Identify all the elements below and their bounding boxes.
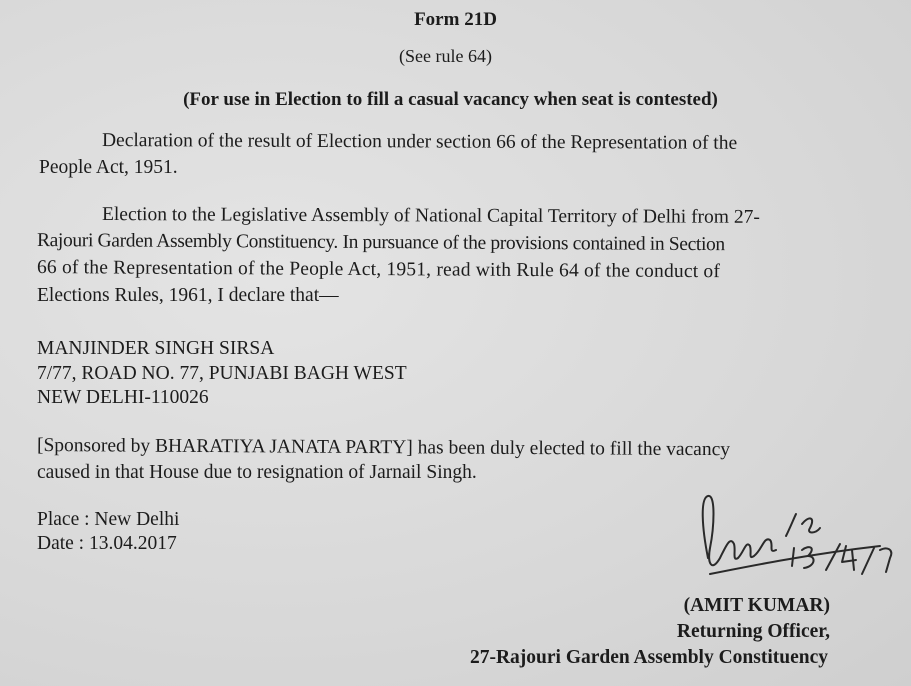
sponsor-line-2: caused in that House due to resignation of Jarnail Singh. [37,462,477,483]
date-field: Date : 13.04.2017 [37,533,177,554]
officer-designation: Returning Officer, [676,621,830,642]
form-usage-note: (For use in Election to fill a casual vacancy when seat is contested) [183,89,718,110]
election-line-4: Elections Rules, 1961, I declare that— [37,285,339,306]
place-field: Place : New Delhi [37,509,180,530]
handwritten-signature [690,488,900,598]
officer-constituency: 27-Rajouri Garden Assembly Constituency [469,647,828,668]
officer-name: (AMIT KUMAR) [683,595,830,616]
election-line-1: Election to the Legislative Assembly of National Capital Territory of Delhi from 27- [101,204,760,228]
form-title: Form 21D [414,9,497,30]
election-line-2: Rajouri Garden Assembly Constituency. In pursuance of the provisions contained in Section [36,230,725,256]
signature-date: 13/4/17 [794,558,798,559]
rule-reference: (See rule 64) [399,46,492,66]
candidate-name: MANJINDER SINGH SIRSA [37,338,275,359]
declaration-line-2: People Act, 1951. [39,157,178,178]
election-line-3: 66 of the Representation of the People Act, 1951, read with Rule 64 of the conduct of [36,257,721,283]
sponsor-line-1: [Sponsored by BHARATIYA JANATA PARTY] has been duly elected to fill the vacancy [36,435,731,461]
candidate-address-2: NEW DELHI-110026 [37,387,209,408]
candidate-address-1: 7/77, ROAD NO. 77, PUNJABI BAGH WEST [37,363,407,384]
declaration-line-1: Declaration of the result of Election under section 66 of the Representation of the [101,130,738,154]
